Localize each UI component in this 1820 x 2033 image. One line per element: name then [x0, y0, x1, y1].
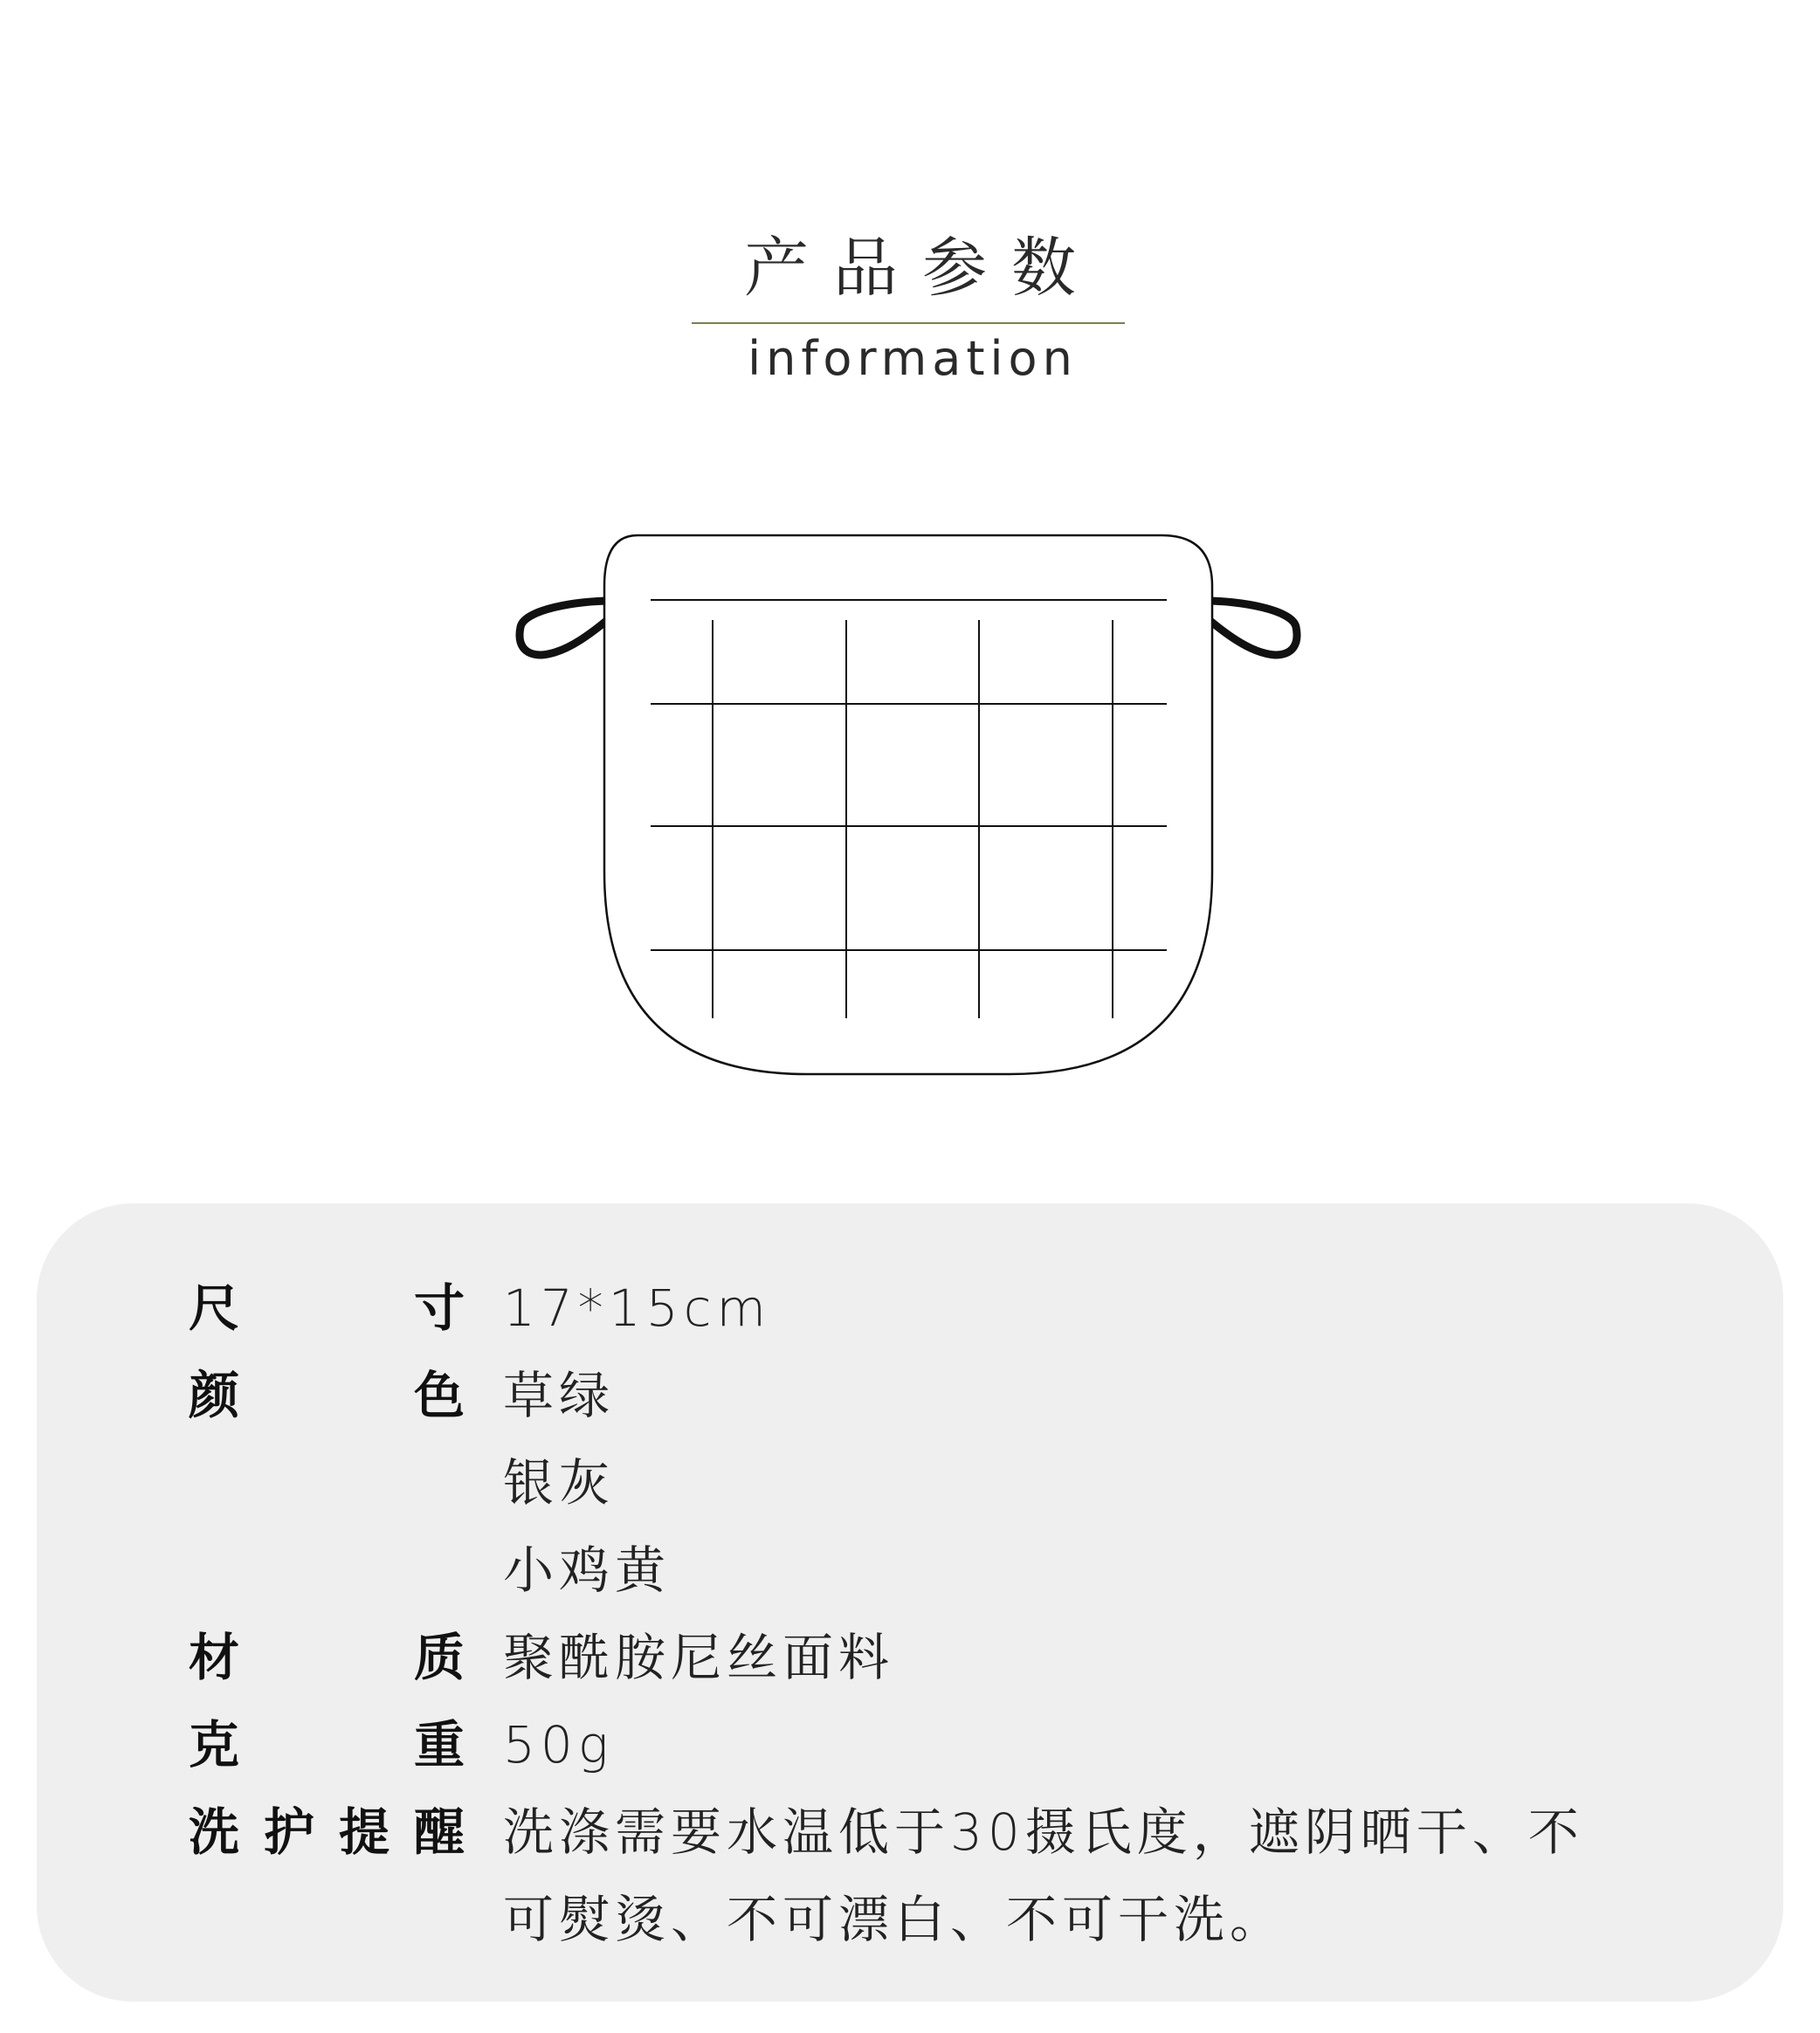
spec-label: 材质 — [189, 1628, 465, 1687]
potholder-outline — [604, 535, 1212, 1074]
spec-label: 克重 — [189, 1715, 465, 1775]
spec-value-line: 银灰 — [503, 1453, 616, 1513]
spec-value-line: 草绿 — [503, 1366, 616, 1425]
spec-row-material — [37, 1614, 1783, 1701]
spec-value-line: 洗涤需要水温低于30摄氏度，遮阴晒干、不 — [503, 1802, 1584, 1862]
spec-row-size — [37, 1265, 1783, 1352]
potholder-grid-icon — [507, 522, 1310, 1081]
spec-label: 颜色 — [189, 1366, 465, 1425]
spec-row-care — [37, 1788, 1783, 1949]
spec-value — [503, 1788, 1708, 1963]
title-divider — [692, 322, 1125, 324]
spec-value — [503, 1614, 1708, 1701]
spec-value-line: 可熨烫、不可漂白、不可干洗。 — [503, 1890, 1286, 1949]
section-subtitle: information — [748, 331, 1078, 386]
spec-value — [503, 1265, 1708, 1352]
spec-value — [503, 1352, 1708, 1614]
spec-label: 洗护提醒 — [189, 1802, 465, 1862]
spec-value-line: 小鸡黄 — [503, 1540, 672, 1600]
spec-panel — [37, 1203, 1783, 2002]
spec-row-weight — [37, 1701, 1783, 1788]
spec-value-line: 聚酰胺尼丝面料 — [503, 1628, 895, 1687]
spec-row-color — [37, 1352, 1783, 1600]
section-title: 产品参数 — [744, 231, 1100, 306]
spec-value-line: 17*15cm — [503, 1278, 771, 1338]
spec-value — [503, 1701, 1708, 1788]
spec-label: 尺寸 — [189, 1278, 465, 1338]
spec-value-line: 50g — [503, 1715, 614, 1775]
